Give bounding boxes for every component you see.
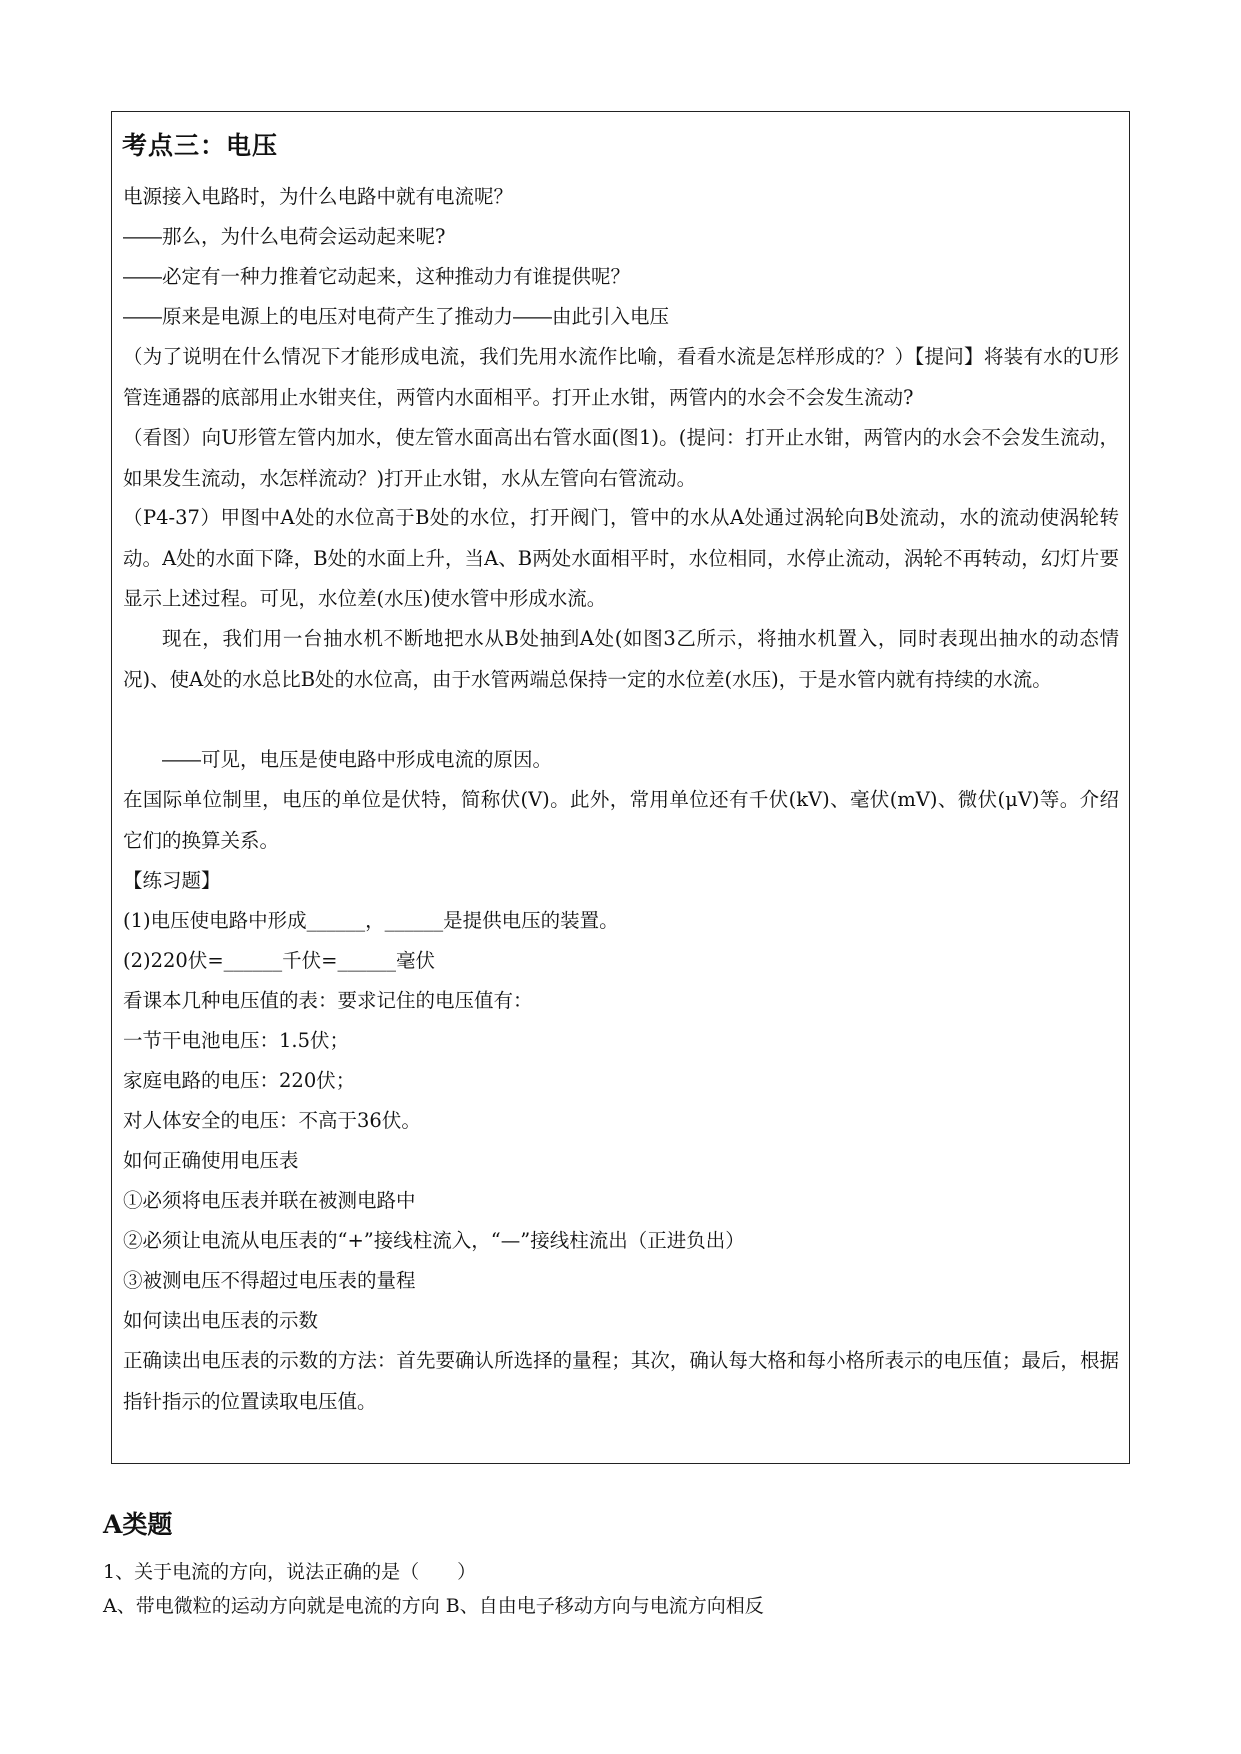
paragraph: ②必须让电流从电压表的“+”接线柱流入，“—”接线柱流出（正进负出） (123, 1229, 745, 1252)
paragraph: ③被测电压不得超过电压表的量程 (123, 1269, 416, 1292)
section-title: A类题 (103, 1510, 173, 1539)
exercise-item: (1)电压使电路中形成______，______是提供电压的装置。 (123, 909, 619, 932)
paragraph: 在国际单位制里，电压的单位是伏特，简称伏(V)。此外，常用单位还有千伏(kV)、毫伏(mV)、微伏(μV)等。介绍它们的换算关系。 (123, 788, 1119, 852)
paragraph: ――可见，电压是使电路中形成电流的原因。 (162, 748, 553, 771)
paragraph: 电源接入电路时，为什么电路中就有电流呢？ (123, 185, 514, 208)
paragraph: （P4-37）甲图中A处的水位高于B处的水位，打开阀门，管中的水从A处通过涡轮向B处流动，水的流动使涡轮转动。A处的水面下降，B处的水面上升，当A、B两处水面相平时，水位相同，水停止流动，涡轮不再转动，幻灯片要显示上述过程。可见，水位差(水压)使水管中形成水流。 (123, 506, 1119, 610)
paragraph: 一节干电池电压：1.5伏； (123, 1029, 350, 1052)
paragraph: （为了说明在什么情况下才能形成电流，我们先用水流作比喻，看看水流是怎样形成的？）【提问】将装有水的U形管连通器的底部用止水钳夹住，两管内水面相平。打开止水钳，两管内的水会不会发生流动? (123, 345, 1119, 409)
paragraph: 家庭电路的电压：220伏； (123, 1069, 356, 1092)
paragraph: 如何正确使用电压表 (123, 1149, 299, 1172)
section-heading: 考点三：电压 (122, 131, 279, 160)
paragraph: 现在，我们用一台抽水机不断地把水从B处抽到A处(如图3乙所示，将抽水机置入，同时表现出抽水的动态情况)、使A处的水总比B处的水位高，由于水管两端总保持一定的水位差(水压)，于是水管内就有持续的水流。 (123, 627, 1119, 691)
paragraph: （看图）向U形管左管内加水，使左管水面高出右管水面(图1)。(提问：打开止水钳，两管内的水会不会发生流动，如果发生流动，水怎样流动？)打开止水钳，水从左管向右管流动。 (123, 426, 1119, 490)
question-text: 1、关于电流的方向，说法正确的是（ ） (103, 1561, 477, 1583)
paragraph: ――必定有一种力推着它动起来，这种推动力有谁提供呢？ (123, 265, 631, 288)
paragraph: 对人体安全的电压：不高于36伏。 (123, 1109, 421, 1132)
paragraph: 看课本几种电压值的表：要求记住的电压值有： (123, 989, 533, 1012)
paragraph: ――原来是电源上的电压对电荷产生了推动力――由此引入电压 (123, 305, 670, 328)
paragraph: 正确读出电压表的示数的方法：首先要确认所选择的量程；其次，确认每大格和每小格所表示的电压值；最后，根据指针指示的位置读取电压值。 (123, 1349, 1119, 1413)
paragraph: 如何读出电压表的示数 (123, 1309, 319, 1332)
exercise-item: (2)220伏=______千伏=______毫伏 (123, 949, 436, 972)
paragraph: ①必须将电压表并联在被测电路中 (123, 1189, 416, 1212)
paragraph: 【练习题】 (123, 869, 221, 892)
question-options: A、带电微粒的运动方向就是电流的方向 B、自由电子移动方向与电流方向相反 (103, 1595, 764, 1617)
paragraph: ――那么，为什么电荷会运动起来呢? (123, 225, 446, 248)
